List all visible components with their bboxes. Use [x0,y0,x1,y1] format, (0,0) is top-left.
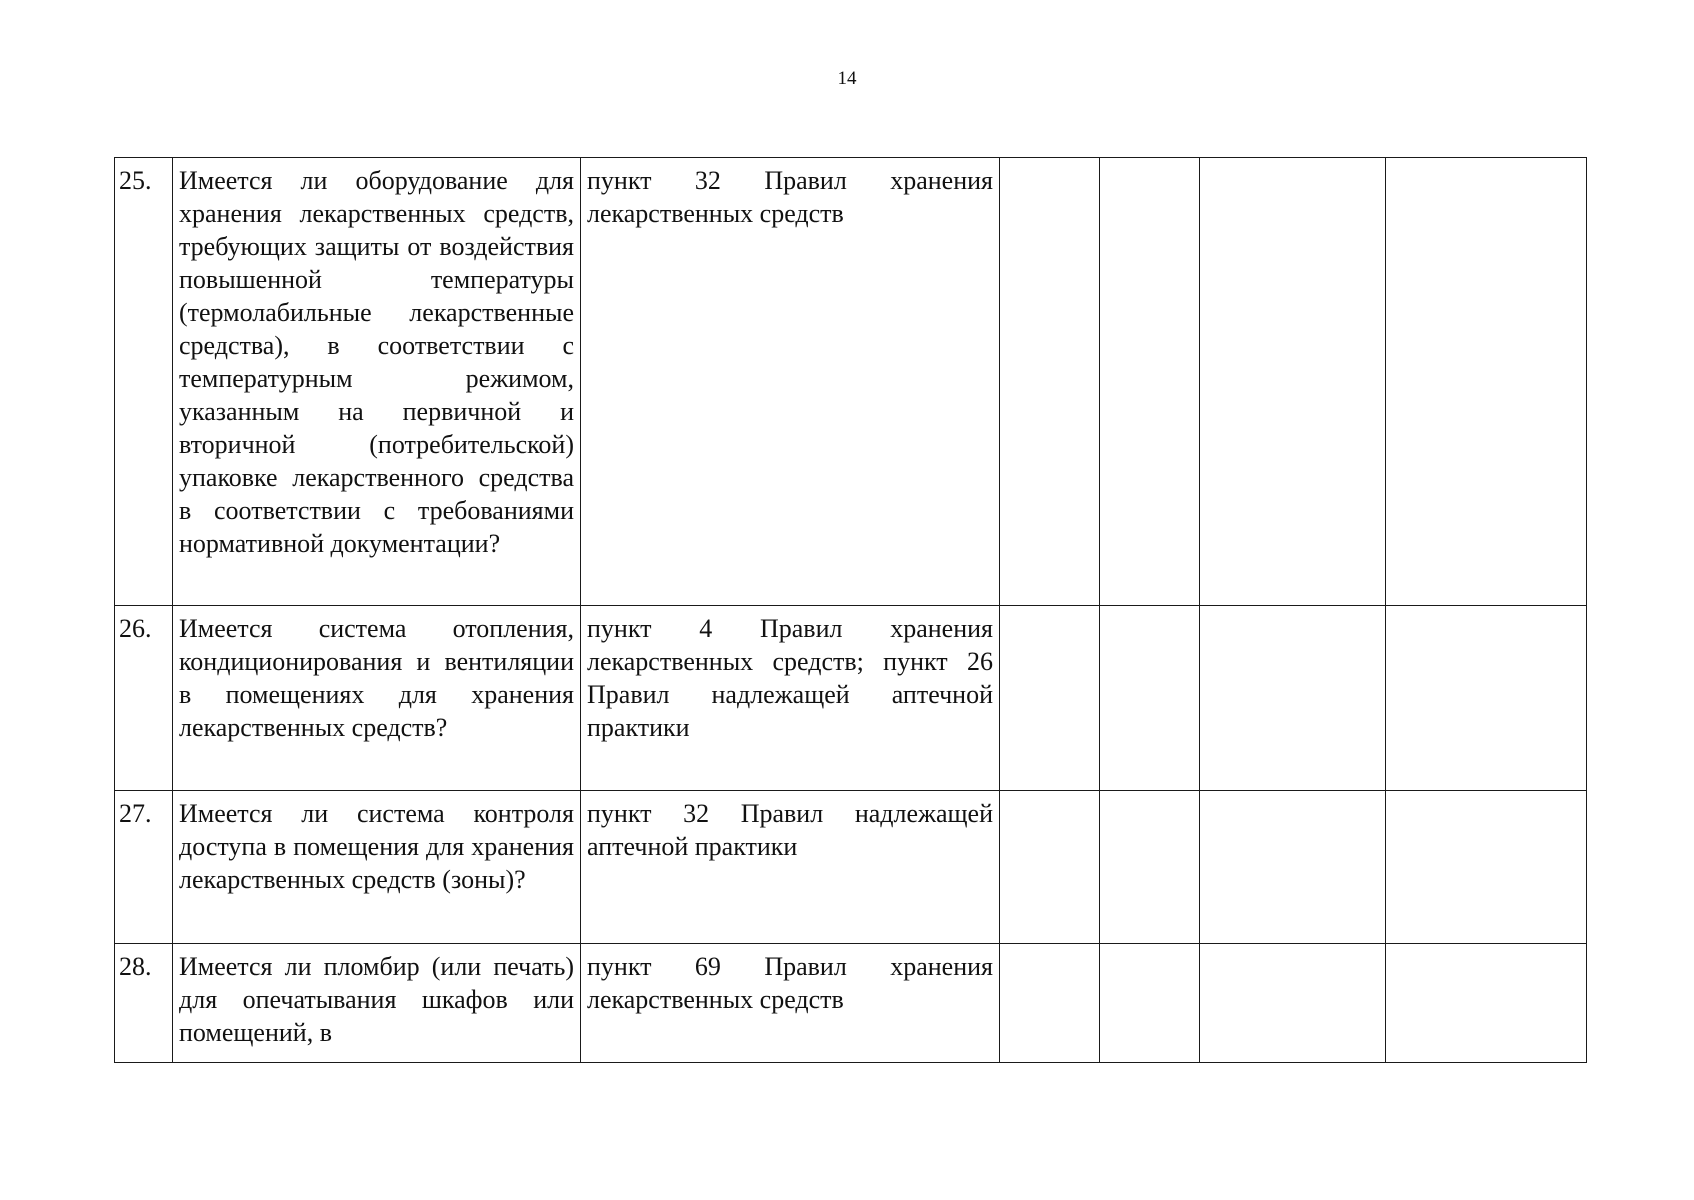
table-row [115,791,1587,944]
row-number: 26. [115,606,173,791]
empty-cell [1100,791,1200,944]
empty-cell [1100,944,1200,1063]
empty-cell [1200,791,1386,944]
checklist-table [114,157,1587,1063]
requirement-question: Имеется ли оборудование для хранения лекарственных средств, требующих защиты от воздействия повышенной температуры (термолабильные лекарственные средства), в соответствии с температурным режимом, указанным на первичной и вторичной (потребительской) упаковке лекарственного средства в соответствии с требованиями нормативной документации? [173,158,581,606]
requirement-question: Имеется ли пломбир (или печать) для опечатывания шкафов или помещений, в [173,944,581,1063]
empty-cell [1386,944,1587,1063]
requirement-question: Имеется ли система контроля доступа в помещения для хранения лекарственных средств (зоны)? [173,791,581,944]
empty-cell [1000,791,1100,944]
legal-reference: пункт 4 Правил хранения лекарственных средств; пункт 26 Правил надлежащей аптечной практики [581,606,1000,791]
empty-cell [1200,158,1386,606]
empty-cell [1200,944,1386,1063]
table-row [115,158,1587,606]
table-row [115,944,1587,1063]
empty-cell [1386,606,1587,791]
empty-cell [1200,606,1386,791]
row-number: 28. [115,944,173,1063]
empty-cell [1000,606,1100,791]
legal-reference: пункт 69 Правил хранения лекарственных средств [581,944,1000,1063]
row-number: 25. [115,158,173,606]
empty-cell [1100,158,1200,606]
empty-cell [1100,606,1200,791]
row-number: 27. [115,791,173,944]
requirement-question: Имеется система отопления, кондиционирования и вентиляции в помещениях для хранения лекарственных средств? [173,606,581,791]
empty-cell [1386,791,1587,944]
legal-reference: пункт 32 Правил хранения лекарственных средств [581,158,1000,606]
empty-cell [1000,158,1100,606]
table-row [115,606,1587,791]
empty-cell [1000,944,1100,1063]
page-number: 14 [837,68,857,89]
legal-reference: пункт 32 Правил надлежащей аптечной практики [581,791,1000,944]
empty-cell [1386,158,1587,606]
